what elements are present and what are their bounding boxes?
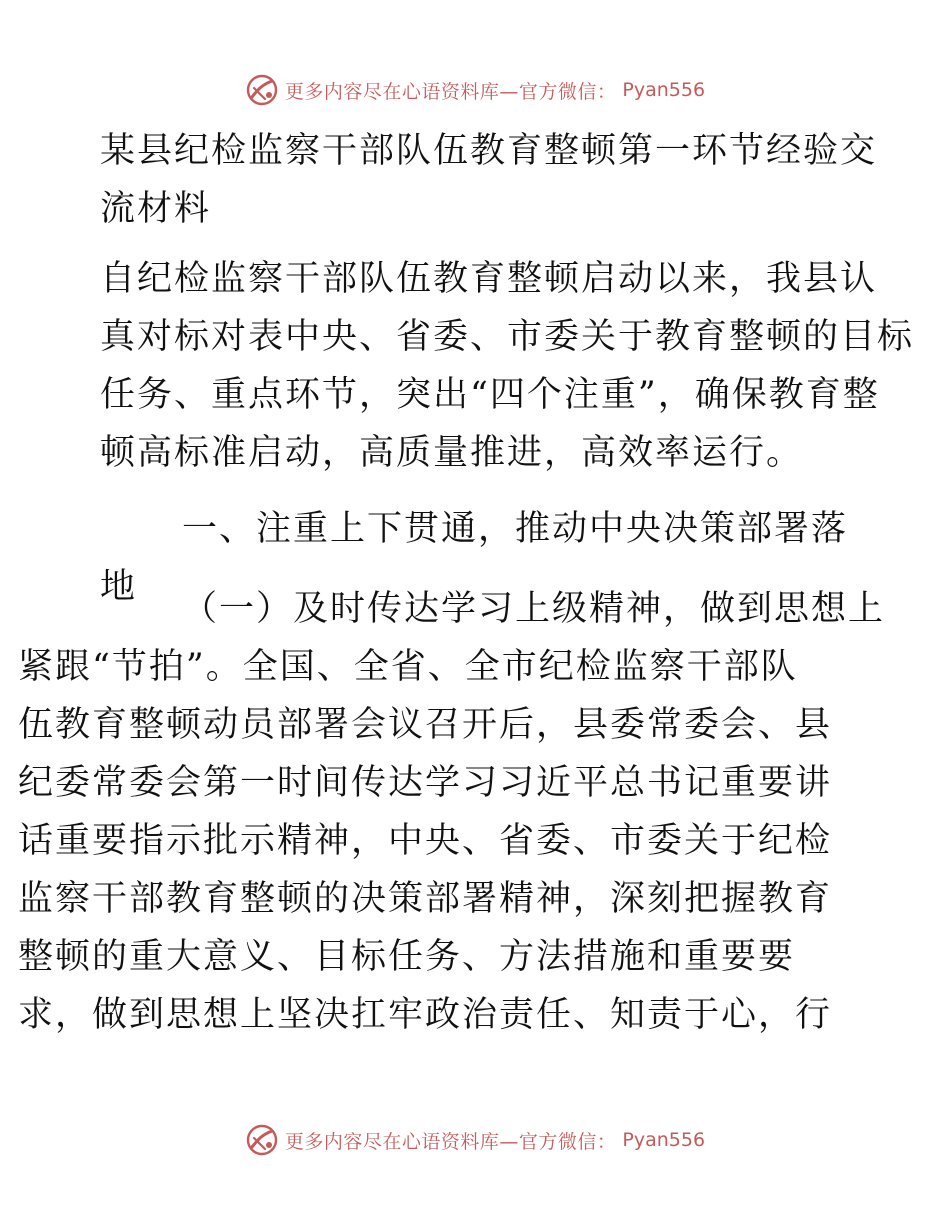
paragraph-line: 纪委常委会第一时间传达学习习近平总书记重要讲	[18, 763, 833, 803]
paragraph-line: 整顿的重大意义、目标任务、方法措施和重要要	[18, 937, 796, 977]
paragraph-line: 顿高标准启动，高质量推进，高效率运行。	[100, 433, 804, 473]
paragraph-line: 自纪检监察干部队伍教育整顿启动以来，我县认	[100, 259, 878, 299]
document-title	[100, 122, 878, 238]
paragraph-line: 求，做到思想上坚决扛牢政治责任、知责于心，行	[18, 995, 833, 1035]
watermark-logo-icon	[245, 73, 279, 107]
watermark-banner-bottom	[0, 1120, 950, 1160]
paragraph-line: 监察干部教育整顿的决策部署精神，深刻把握教育	[18, 879, 833, 919]
watermark-text: 更多内容尽在心语资料库—官方微信：	[284, 1130, 617, 1153]
watermark-contact: Pyan556	[622, 79, 706, 101]
paragraph-line: 任务、重点环节，突出“四个注重”，确保教育整	[100, 375, 880, 415]
watermark-banner-top	[0, 70, 950, 110]
intro-paragraph	[100, 250, 915, 482]
paragraph-line: 真对标对表中央、省委、市委关于教育整顿的目标	[100, 317, 915, 357]
section-heading: 一、注重上下贯通，推动中央决策部署落地	[100, 509, 849, 607]
section-paragraph	[18, 580, 886, 1044]
watermark-contact: Pyan556	[622, 1129, 706, 1151]
paragraph-line: 伍教育整顿动员部署会议召开后，县委常委会、县	[18, 705, 833, 745]
title-line: 流材料	[100, 189, 212, 229]
paragraph-line: （一）及时传达学习上级精神，做到思想上	[182, 589, 886, 629]
title-line: 某县纪检监察干部队伍教育整顿第一环节经验交	[100, 131, 878, 171]
watermark-text: 更多内容尽在心语资料库—官方微信：	[284, 80, 617, 103]
watermark-logo-icon	[245, 1123, 279, 1157]
paragraph-line: 紧跟“节拍”。全国、全省、全市纪检监察干部队	[18, 647, 798, 687]
paragraph-line: 话重要指示批示精神，中央、省委、市委关于纪检	[18, 821, 833, 861]
